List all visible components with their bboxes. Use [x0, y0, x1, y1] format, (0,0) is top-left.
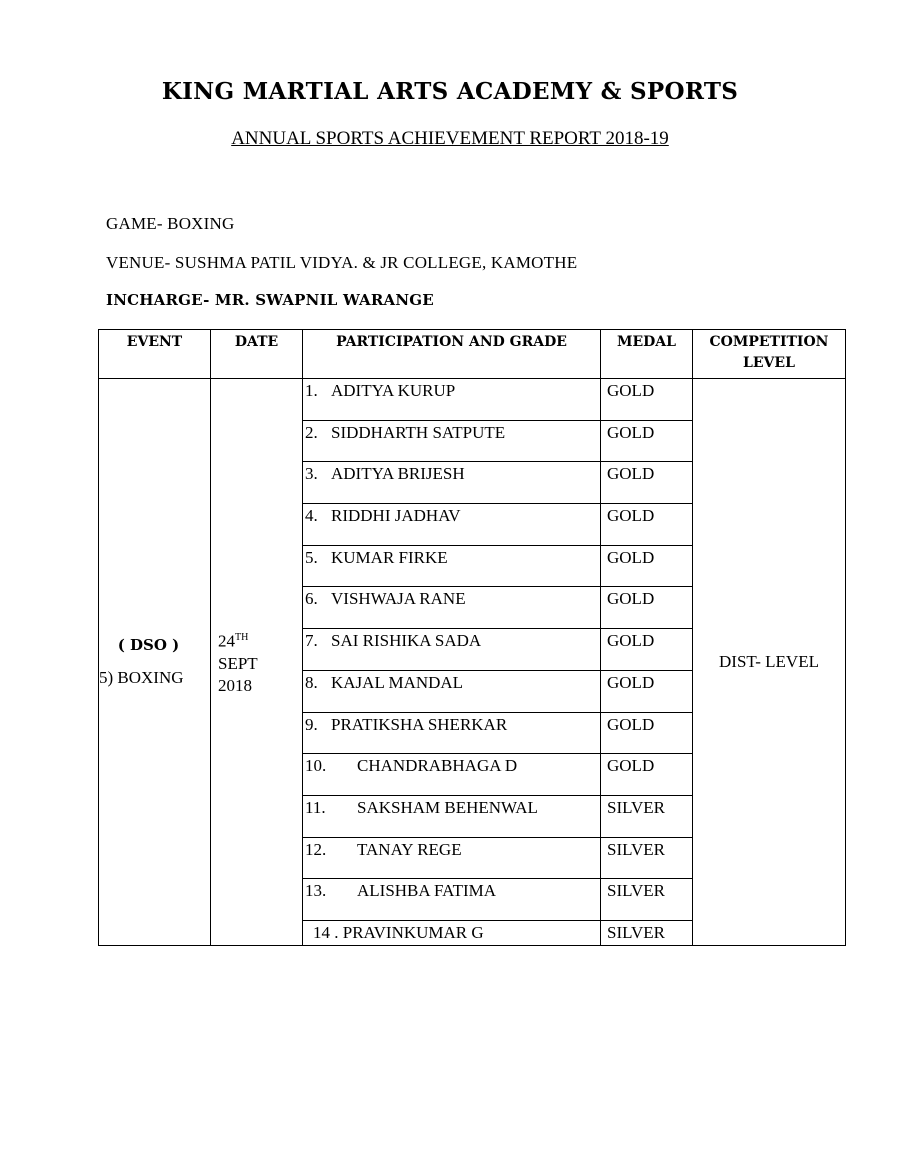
- participant-number: 2.: [305, 422, 318, 442]
- participant-name: SAI RISHIKA SADA: [331, 631, 482, 651]
- table-header-row: [99, 330, 846, 379]
- medal-cell: SILVER: [601, 879, 693, 921]
- participant-name: PRATIKSHA SHERKAR: [331, 714, 508, 734]
- event-cell: [99, 379, 211, 946]
- participant-cell: [303, 629, 601, 671]
- date-suffix: TH: [235, 632, 249, 644]
- report-subtitle: [0, 128, 900, 150]
- participant-name: KUMAR FIRKE: [331, 547, 448, 567]
- event-tag: ( DSO ): [117, 635, 180, 654]
- participant-name: ALISHBA FATIMA: [357, 881, 497, 901]
- header-level-line2: LEVEL: [743, 355, 795, 371]
- participant-number: 3.: [305, 464, 318, 484]
- participant-cell: [303, 545, 601, 587]
- participant-name: KAJAL MANDAL: [331, 672, 464, 692]
- medal-cell: SILVER: [601, 920, 693, 945]
- game-line: GAME- BOXING: [106, 214, 235, 233]
- participant-cell: [303, 754, 601, 796]
- participant-number: 8.: [305, 672, 318, 692]
- participant-cell: [303, 587, 601, 629]
- participant-number: 1.: [305, 381, 318, 400]
- report-subtitle-text: ANNUAL SPORTS ACHIEVEMENT REPORT 2018-19: [231, 128, 669, 149]
- table-body: [99, 379, 846, 946]
- header-competition-level: [693, 330, 846, 379]
- medal-cell: SILVER: [601, 837, 693, 879]
- participant-name: SIDDHARTH SATPUTE: [331, 422, 506, 442]
- achievement-table: [98, 329, 846, 946]
- medal-cell: GOLD: [601, 754, 693, 796]
- date-month: SEPT: [218, 653, 258, 673]
- medal-cell: GOLD: [601, 629, 693, 671]
- participant-name: ADITYA BRIJESH: [331, 464, 465, 484]
- participant-number: 10.: [305, 756, 327, 776]
- medal-cell: GOLD: [601, 587, 693, 629]
- page-title: KING MARTIAL ARTS ACADEMY & SPORTS: [161, 78, 739, 105]
- participant-cell: [303, 462, 601, 504]
- participant-name: TANAY REGE: [357, 839, 462, 859]
- participant-number: 13.: [305, 881, 327, 901]
- date-cell: [211, 379, 303, 946]
- incharge-line: INCHARGE- MR. SWAPNIL WARANGE: [106, 291, 434, 309]
- header-level-line1: COMPETITION: [709, 334, 829, 350]
- medal-cell: GOLD: [601, 712, 693, 754]
- medal-cell: SILVER: [601, 795, 693, 837]
- date-day-number: 24: [218, 631, 235, 651]
- table-row: [99, 379, 846, 421]
- participant-cell: [303, 379, 601, 421]
- participant-cell: [303, 420, 601, 462]
- participant-number: 4.: [305, 506, 318, 526]
- participant-cell: [303, 920, 601, 945]
- participant-name: VISHWAJA RANE: [331, 589, 466, 609]
- participant-cell: [303, 837, 601, 879]
- medal-cell: GOLD: [601, 670, 693, 712]
- medal-cell: GOLD: [601, 420, 693, 462]
- participant-number: 12.: [305, 839, 327, 859]
- participant-number: 14 .: [313, 922, 339, 942]
- participant-number: 9.: [305, 714, 318, 734]
- header-participation: PARTICIPATION AND GRADE: [303, 330, 601, 379]
- participant-name: PRAVINKUMAR G: [342, 922, 484, 942]
- participant-cell: [303, 712, 601, 754]
- medal-cell: GOLD: [601, 379, 693, 421]
- competition-level-cell: DIST- LEVEL: [693, 379, 846, 946]
- participant-name: ADITYA KURUP: [331, 381, 456, 400]
- date-year: 2018: [218, 675, 252, 695]
- medal-cell: GOLD: [601, 504, 693, 546]
- venue-line: VENUE- SUSHMA PATIL VIDYA. & JR COLLEGE, KAMOTHE: [106, 253, 578, 272]
- participant-cell: [303, 504, 601, 546]
- header-medal: MEDAL: [601, 330, 693, 379]
- medal-cell: GOLD: [601, 462, 693, 504]
- date-day: [218, 627, 302, 653]
- participant-cell: [303, 670, 601, 712]
- participant-cell: [303, 879, 601, 921]
- participant-number: 5.: [305, 547, 318, 567]
- header-event: EVENT: [99, 330, 211, 379]
- participant-number: 6.: [305, 589, 318, 609]
- participant-cell: [303, 795, 601, 837]
- medal-cell: GOLD: [601, 545, 693, 587]
- participant-name: RIDDHI JADHAV: [331, 506, 461, 526]
- participant-number: 7.: [305, 631, 318, 651]
- event-name: 5) BOXING: [99, 667, 184, 687]
- participant-name: CHANDRABHAGA D: [357, 756, 518, 776]
- header-date: DATE: [211, 330, 303, 379]
- participant-name: SAKSHAM BEHENWAL: [357, 797, 538, 817]
- participant-number: 11.: [305, 797, 326, 817]
